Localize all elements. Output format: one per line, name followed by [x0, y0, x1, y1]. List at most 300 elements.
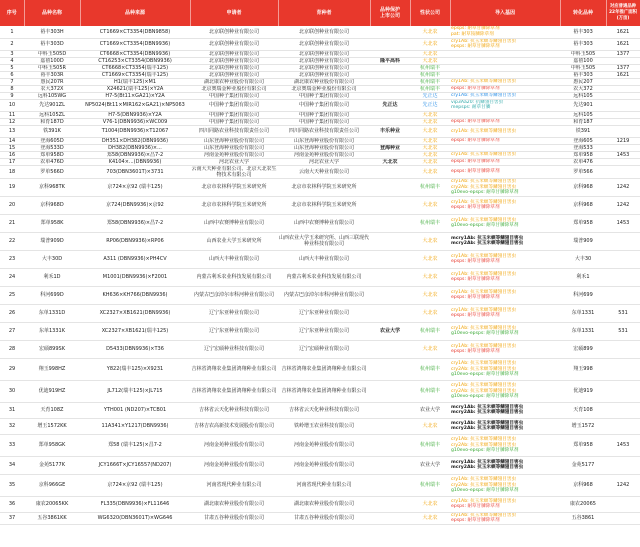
listed-company-cell: [370, 214, 410, 232]
applicant-cell: 吉林省云天化种业科技有限公司: [190, 402, 278, 418]
gene-entry: mcry1Ab: 抗玉米螟等鳞翅目害虫: [451, 235, 524, 241]
breeder-cell: 山西大丰种业有限公司: [278, 250, 370, 268]
listed-company-cell: [370, 268, 410, 286]
table-row: [0, 125, 640, 137]
promotion-area-cell: 1242: [606, 474, 640, 496]
promotion-area-cell: [606, 496, 640, 512]
row-index-cell: 24: [0, 268, 24, 286]
trait-company-cell: 大北农: [410, 196, 450, 214]
table-row: [0, 158, 640, 165]
trait-company-cell: 杭州瑞丰: [410, 78, 450, 85]
converted-variety-cell: 嘉禧100: [560, 57, 606, 64]
trait-company-cell: 杭州瑞丰: [410, 64, 450, 71]
row-index-cell: 14: [0, 137, 24, 144]
promotion-area-cell: [606, 402, 640, 418]
variety-source-cell: 京724(DBN9936)×京92: [80, 196, 190, 214]
gene-entry: epsps: 耐草甘膦除草剂: [451, 504, 500, 510]
converted-variety-cell: 京科968: [560, 178, 606, 196]
table-row: [0, 512, 640, 524]
breeder-cell: 中国种子集团有限公司: [278, 118, 370, 125]
gene-entry: g10evo-epsps: 耐草甘膦除草剂: [451, 190, 519, 196]
table-row: [0, 92, 640, 99]
variety-name-cell: 郑单958D: [24, 151, 80, 158]
variety-source-cell: XC2327×XB1621(DBN9936): [80, 304, 190, 322]
listed-company-cell: [370, 286, 410, 304]
applicant-cell: 山西农业大学玉米研究所: [190, 232, 278, 250]
gene-entry: cry1Ab: 抗玉米螟等鳞翅目害虫: [451, 382, 517, 388]
applicant-cell: 山东登海种业股份有限公司: [190, 144, 278, 151]
breeder-cell: 河南金苑种业股份有限公司: [278, 456, 370, 474]
variety-source-cell: 京724×京92 (瑞丰125): [80, 474, 190, 496]
variety-name-cell: 罗单566D: [24, 165, 80, 178]
listed-company-cell: 先正达: [370, 99, 410, 111]
listed-company-cell: [370, 380, 410, 402]
trait-company-cell: 杭州瑞丰: [410, 322, 450, 340]
breeder-cell: 山东登海种业股份有限公司: [278, 137, 370, 144]
listed-company-cell: [370, 38, 410, 50]
variety-name-cell: 五谷3861KK: [24, 512, 80, 524]
gene-entry: g10evo-epsps: 耐草甘膦除草剂: [451, 488, 519, 494]
converted-variety-cell: 天育108: [560, 402, 606, 418]
table-row: [0, 304, 640, 322]
table-row: [0, 26, 640, 38]
variety-source-cell: JCY1666T×JCY16557(ND207): [80, 456, 190, 474]
variety-name-cell: 大丰30D: [24, 250, 80, 268]
promotion-area-cell: [606, 380, 640, 402]
variety-source-cell: X24621(瑞丰125)×Y2A: [80, 85, 190, 92]
row-index-cell: 34: [0, 456, 24, 474]
gene-entry: epsps: 耐草甘膦除草剂: [451, 259, 500, 265]
listed-company-cell: 丰乐种业: [370, 125, 410, 137]
variety-source-cell: D5433(DBN9936)×T36: [80, 340, 190, 358]
promotion-area-cell: [606, 268, 640, 286]
row-index-cell: 2: [0, 38, 24, 50]
table-row: [0, 111, 640, 118]
table-row: [0, 456, 640, 474]
row-index-cell: 22: [0, 232, 24, 250]
gene-entry: cry1Ab: 抗玉米螟等鳞翅目害虫: [451, 178, 517, 184]
breeder-cell: 山西农业大学玉米研究所、山西三联现代种业科技有限公司: [278, 232, 370, 250]
table-row: [0, 250, 640, 268]
applicant-cell: 辽宁东亚种业有限公司: [190, 322, 278, 340]
applicant-cell: 河南金苑种业股份有限公司: [190, 434, 278, 456]
converted-variety-cell: 裕丰303: [560, 26, 606, 38]
variety-source-cell: V76-1(DBN9936)×WC009: [80, 118, 190, 125]
listed-company-cell: [370, 71, 410, 78]
converted-variety-cell: 郑单958: [560, 214, 606, 232]
promotion-area-cell: [606, 340, 640, 358]
variety-name-cell: 京科968TK: [24, 178, 80, 196]
genes-cell: [450, 214, 560, 232]
table-row: [0, 322, 640, 340]
row-index-cell: 19: [0, 178, 24, 196]
variety-name-cell: 惠民207R: [24, 78, 80, 85]
row-index-cell: 6: [0, 71, 24, 78]
gene-entry: g10evo-epsps: 耐草甘膦除草剂: [451, 223, 519, 229]
gene-entry: cry1Ab: 抗玉米螟等鳞翅目害虫: [451, 199, 517, 205]
listed-company-cell: [370, 304, 410, 322]
converted-variety-cell: 远科105: [560, 111, 606, 118]
applicant-cell: 辽宁东亚种业有限公司: [190, 304, 278, 322]
row-index-cell: 36: [0, 496, 24, 512]
table-row: [0, 71, 640, 78]
table-row: [0, 57, 640, 64]
col-header-applicant: 申请者: [190, 0, 278, 26]
variety-name-cell: 登海605D: [24, 137, 80, 144]
applicant-cell: 北京联创种业有限公司: [190, 38, 278, 50]
genes-cell: [450, 380, 560, 402]
row-index-cell: 4: [0, 57, 24, 64]
breeder-cell: 四川同路农业科技有限责任公司: [278, 125, 370, 137]
trait-company-cell: 杭州瑞丰: [410, 85, 450, 92]
applicant-cell: 山西中农赛博种业有限公司: [190, 214, 278, 232]
promotion-area-cell: 1453: [606, 151, 640, 158]
genes-cell: [450, 496, 560, 512]
genes-cell: [450, 250, 560, 268]
gene-entry: epsps: 耐草甘膦除草剂: [451, 159, 500, 165]
converted-variety-cell: 瑞普909: [560, 232, 606, 250]
variety-source-cell: T1004(DBN9936)×T12067: [80, 125, 190, 137]
breeder-cell: 吉林省鸿翔农业集团鸿翔种业有限公司: [278, 358, 370, 380]
promotion-area-cell: [606, 118, 640, 125]
row-index-cell: 10: [0, 99, 24, 111]
table-row: [0, 50, 640, 57]
variety-source-cell: DH382(DBN9936)×...: [80, 144, 190, 151]
breeder-cell: 北京联创种业有限公司: [278, 38, 370, 50]
applicant-cell: 湖北康农种业股份有限公司: [190, 496, 278, 512]
trait-company-cell: 大北农: [410, 118, 450, 125]
variety-name-cell: 和育187D: [24, 118, 80, 125]
breeder-cell: 河南金苑种业股份有限公司: [278, 151, 370, 158]
genes-cell: [450, 178, 560, 196]
applicant-cell: 中国种子集团有限公司: [190, 99, 278, 111]
variety-source-cell: 郑58(DBN9936)×昌7-2: [80, 214, 190, 232]
variety-name-cell: 优迪919HZ: [24, 380, 80, 402]
applicant-cell: 山西大丰种业有限公司: [190, 250, 278, 268]
converted-variety-cell: 京科968: [560, 474, 606, 496]
converted-variety-cell: 东单1331: [560, 304, 606, 322]
promotion-area-cell: [606, 418, 640, 434]
gene-entry: cry2Ab: 抗玉米螟等鳞翅目害虫: [451, 388, 517, 394]
converted-variety-cell: 登海533: [560, 144, 606, 151]
gene-entry: epsps: 耐草甘膦除草剂: [451, 119, 500, 125]
gene-entry: mcry1Ab: 抗玉米螟等鳞翅目害虫: [451, 459, 524, 465]
row-index-cell: 20: [0, 196, 24, 214]
gene-entry: cry1Ab: 抗玉米螟等鳞翅目害虫: [451, 436, 517, 442]
trait-company-cell: 大北农: [410, 250, 450, 268]
promotion-area-cell: 1453: [606, 214, 640, 232]
gene-entry: cry1Ab: 抗玉米螟等鳞翅目害虫: [451, 307, 517, 313]
variety-source-cell: JL712(瑞丰125)×JL715: [80, 380, 190, 402]
breeder-cell: 中国种子集团有限公司: [278, 99, 370, 111]
gene-entry: g10evo-epsps: 耐草甘膦除草剂: [451, 394, 519, 400]
variety-source-cell: H7-5(Bt11×GA21)×Y2A: [80, 92, 190, 99]
variety-source-cell: RP06(DBN9936)×RP06: [80, 232, 190, 250]
genes-cell: [450, 125, 560, 137]
gene-entry: epsps: 耐草甘膦除草剂: [451, 44, 500, 50]
gene-entry: cry1Ab: 抗玉米螟等鳞翅目害虫: [451, 38, 517, 44]
col-header-index: 序号: [0, 0, 24, 26]
gene-entry: epsps: 耐草甘膦除草剂: [451, 169, 500, 175]
breeder-cell: 河南金苑种业股份有限公司: [278, 434, 370, 456]
converted-variety-cell: 农单476: [560, 158, 606, 165]
genes-cell: [450, 50, 560, 57]
table-row: [0, 286, 640, 304]
variety-name-cell: 农单476D: [24, 158, 80, 165]
applicant-cell: 河南金苑种业股份有限公司: [190, 151, 278, 158]
applicant-cell: 北京奥瑞金种业股份有限公司: [190, 85, 278, 92]
trait-company-cell: 大北农: [410, 111, 450, 118]
variety-source-cell: YTH001 (ND207)×TCB01: [80, 402, 190, 418]
genes-cell: [450, 92, 560, 99]
table-row: [0, 38, 640, 50]
gene-entry: mcry2Ab: 抗玉米螟等鳞翅目害虫: [451, 241, 524, 247]
listed-company-cell: [370, 250, 410, 268]
listed-company-cell: [370, 496, 410, 512]
gene-entry: cry1Ab: 抗玉米螟等鳞翅目害虫: [451, 360, 517, 366]
table-row: [0, 380, 640, 402]
converted-variety-cell: 登海605: [560, 137, 606, 144]
applicant-cell: 吉林省鸿翔农业集团鸿翔种业有限公司: [190, 358, 278, 380]
table-row: [0, 196, 640, 214]
listed-company-cell: [370, 165, 410, 178]
genes-cell: [450, 322, 560, 340]
variety-name-cell: 翔玉998HZ: [24, 358, 80, 380]
trait-company-cell: 杭州瑞丰: [410, 71, 450, 78]
table-row: [0, 64, 640, 71]
converted-variety-cell: 罗单566: [560, 165, 606, 178]
promotion-area-cell: [606, 144, 640, 151]
applicant-cell: 辽宁宏硕种业科技有限公司: [190, 340, 278, 358]
trait-company-cell: 大北农: [410, 268, 450, 286]
gene-entry: cry1Ab: 抗玉米螟等鳞翅目害虫: [451, 325, 517, 331]
genes-cell: [450, 358, 560, 380]
converted-variety-cell: 裕丰303: [560, 71, 606, 78]
genes-cell: [450, 26, 560, 38]
variety-name-cell: 增玉1572KK: [24, 418, 80, 434]
breeder-cell: 内蒙古利禾农业科技发展有限公司: [278, 268, 370, 286]
variety-source-cell: 703(DBN3601T)×3731: [80, 165, 190, 178]
trait-company-cell: 大北农: [410, 125, 450, 137]
table-row: [0, 496, 640, 512]
row-index-cell: 30: [0, 380, 24, 402]
variety-name-cell: 铁391K: [24, 125, 80, 137]
variety-source-cell: CT1669×CT3354(DBN9858): [80, 26, 190, 38]
row-index-cell: 35: [0, 474, 24, 496]
table-row: [0, 358, 640, 380]
trait-company-cell: 大北农: [410, 512, 450, 524]
listed-company-cell: [370, 434, 410, 456]
listed-company-cell: [370, 474, 410, 496]
breeder-cell: 北京市农林科学院玉米研究所: [278, 196, 370, 214]
variety-name-cell: 裕丰303R: [24, 71, 80, 78]
variety-name-cell: 裕丰303H: [24, 26, 80, 38]
table-row: [0, 78, 640, 85]
trait-company-cell: 杭州瑞丰: [410, 214, 450, 232]
trait-company-cell: 大北农: [410, 418, 450, 434]
listed-company-cell: 农业大学: [370, 322, 410, 340]
converted-variety-cell: 大丰30: [560, 250, 606, 268]
gene-entry: g10evo-epsps: 耐草甘膦除草剂: [451, 448, 519, 454]
converted-variety-cell: 利禾1: [560, 268, 606, 286]
genes-cell: [450, 99, 560, 111]
gene-entry: mcry2Ab: 抗玉米螟等鳞翅目害虫: [451, 426, 524, 432]
variety-source-cell: 京724×京92 (瑞丰125): [80, 178, 190, 196]
genes-cell: [450, 78, 560, 85]
listed-company-cell: [370, 418, 410, 434]
genes-cell: [450, 118, 560, 125]
variety-source-cell: H1(瑞丰125)×M1: [80, 78, 190, 85]
variety-name-cell: 京科968D: [24, 196, 80, 214]
row-index-cell: 16: [0, 151, 24, 158]
gene-entry: cry1Ab: 抗玉米螟等鳞翅目害虫: [451, 217, 517, 223]
applicant-cell: 北京联创种业有限公司: [190, 57, 278, 64]
genes-cell: [450, 456, 560, 474]
promotion-area-cell: [606, 165, 640, 178]
listed-company-cell: [370, 340, 410, 358]
variety-source-cell: CT1669×CT3354(DBN9936): [80, 38, 190, 50]
promotion-area-cell: [606, 358, 640, 380]
gene-entry: cry1Ab: 抗玉米螟等鳞翅目害虫: [451, 289, 517, 295]
col-header-name: 品种名称: [24, 0, 80, 26]
variety-name-cell: 天育108Z: [24, 402, 80, 418]
trait-company-cell: 农业大学: [410, 456, 450, 474]
trait-company-cell: 杭州瑞丰: [410, 380, 450, 402]
converted-variety-cell: 远科105: [560, 92, 606, 99]
promotion-area-cell: [606, 85, 640, 92]
col-header-breeder: 育种者: [278, 0, 370, 26]
gene-entry: cry2Ab: 抗玉米螟等鳞翅目害虫: [451, 366, 517, 372]
table-row: [0, 151, 640, 158]
promotion-area-cell: [606, 57, 640, 64]
gene-entry: vip3Aa20: 抗鳞翅目害虫: [451, 99, 504, 105]
variety-source-cell: CT6668×CT3354(瑞丰125): [80, 64, 190, 71]
variety-name-cell: 郑单958K: [24, 214, 80, 232]
genes-cell: [450, 137, 560, 144]
variety-name-cell: 科河699D: [24, 286, 80, 304]
row-index-cell: 29: [0, 358, 24, 380]
promotion-area-cell: [606, 111, 640, 118]
listed-company-cell: [370, 78, 410, 85]
listed-company-cell: [370, 358, 410, 380]
applicant-cell: 山东登海种业股份有限公司: [190, 137, 278, 144]
variety-name-cell: 京科966GE: [24, 474, 80, 496]
variety-name-cell: 金苑5177K: [24, 456, 80, 474]
gene-entry: epsps: 耐草甘膦除草剂: [451, 349, 500, 355]
breeder-cell: 中国种子集团有限公司: [278, 111, 370, 118]
col-header-trait-company: 性状公司: [410, 0, 450, 26]
breeder-cell: 内蒙古巴彦淖尔市科河种业有限公司: [278, 286, 370, 304]
applicant-cell: 四川同路农业科技有限责任公司: [190, 125, 278, 137]
table-row: [0, 137, 640, 144]
gene-entry: cry1Ab: 抗玉米螟等鳞翅目害虫: [451, 152, 517, 158]
applicant-cell: 北京市农林科学院玉米研究所: [190, 178, 278, 196]
genes-cell: [450, 402, 560, 418]
converted-variety-cell: 中科玉505: [560, 50, 606, 57]
genes-cell: [450, 286, 560, 304]
listed-company-cell: [370, 232, 410, 250]
trait-company-cell: 杭州瑞丰: [410, 178, 450, 196]
converted-variety-cell: 东单1331: [560, 322, 606, 340]
trait-company-cell: 杭州瑞丰: [410, 474, 450, 496]
gene-entry: mcry2Ab: 抗玉米螟等鳞翅目害虫: [451, 465, 524, 471]
variety-name-cell: 宏硕899SK: [24, 340, 80, 358]
gene-entry: epsps: 耐草甘膦除草剂: [451, 205, 500, 211]
variety-source-cell: XC2327×XB1621(瑞丰125): [80, 322, 190, 340]
table-row: [0, 99, 640, 111]
variety-source-cell: KH636×KH766(DBN9936): [80, 286, 190, 304]
gene-entry: cry2Ab: 抗玉米螟等鳞翅目害虫: [451, 482, 517, 488]
converted-variety-cell: 五谷3861: [560, 512, 606, 524]
gene-entry: cry1Ab: 抗玉米螟等鳞翅目害虫: [451, 512, 517, 518]
row-index-cell: 21: [0, 214, 24, 232]
variety-source-cell: 郑58(DBN9936)×昌7-2: [80, 151, 190, 158]
gene-entry: mcry1Ab: 抗玉米螟等鳞翅目害虫: [451, 420, 524, 426]
applicant-cell: 中国种子集团有限公司: [190, 111, 278, 118]
gene-entry: epsps: 耐草甘膦除草剂: [451, 313, 500, 319]
variety-source-cell: M1001(DBN9936)×F2001: [80, 268, 190, 286]
gene-entry: g10evo-epsps: 耐草甘膦除草剂: [451, 331, 519, 337]
trait-company-cell: 先正达: [410, 92, 450, 99]
breeder-cell: 北京联创种业有限公司: [278, 64, 370, 71]
promotion-area-cell: 1377: [606, 64, 640, 71]
applicant-cell: 河南省现代种业有限公司: [190, 474, 278, 496]
genes-cell: [450, 268, 560, 286]
breeder-cell: 辽宁东亚种业有限公司: [278, 304, 370, 322]
promotion-area-cell: 1377: [606, 50, 640, 57]
gene-entry: mcry1Ab: 抗玉米螟等鳞翅目害虫: [451, 404, 524, 410]
gene-entry: epsps: 耐草甘膦除草剂: [451, 85, 500, 91]
table-row: [0, 214, 640, 232]
gene-entry: cry1Ab: 抗玉米螟等鳞翅目害虫: [451, 343, 517, 349]
table-row: [0, 268, 640, 286]
table-body: [0, 26, 640, 525]
promotion-area-cell: 1242: [606, 196, 640, 214]
table-row: [0, 118, 640, 125]
row-index-cell: 9: [0, 92, 24, 99]
gene-entry: epsps: 耐草甘膦除草剂: [451, 277, 500, 283]
row-index-cell: 5: [0, 64, 24, 71]
applicant-cell: 湖北康农种业股份有限公司: [190, 78, 278, 85]
promotion-area-cell: [606, 125, 640, 137]
trait-company-cell: 大北农: [410, 286, 450, 304]
promotion-area-cell: 1621: [606, 38, 640, 50]
col-header-genes: 导入基因: [450, 0, 560, 26]
variety-name-cell: 嘉禧100D: [24, 57, 80, 64]
variety-name-cell: 瑞普909D: [24, 232, 80, 250]
trait-company-cell: 大北农: [410, 340, 450, 358]
breeder-cell: 河北农业大学: [278, 158, 370, 165]
promotion-area-cell: [606, 456, 640, 474]
listed-company-cell: [370, 64, 410, 71]
applicant-cell: 中国种子集团有限公司: [190, 118, 278, 125]
genes-cell: [450, 165, 560, 178]
gene-entry: epsps: 耐草甘膦除草剂: [451, 138, 500, 144]
table-row: [0, 178, 640, 196]
genes-cell: [450, 64, 560, 71]
row-index-cell: 1: [0, 26, 24, 38]
variety-source-cell: DH351×DH382(DBN9936): [80, 137, 190, 144]
listed-company-cell: [370, 196, 410, 214]
variety-name-cell: 东单1331K: [24, 322, 80, 340]
variety-name-cell: 农大372X: [24, 85, 80, 92]
listed-company-cell: [370, 151, 410, 158]
trait-company-cell: 杭州瑞丰: [410, 434, 450, 456]
converted-variety-cell: 增玉1572: [560, 418, 606, 434]
converted-variety-cell: 中科玉505: [560, 64, 606, 71]
gene-entry: cry2Ab: 抗玉米螟等鳞翅目害虫: [451, 442, 517, 448]
listed-company-cell: [370, 118, 410, 125]
